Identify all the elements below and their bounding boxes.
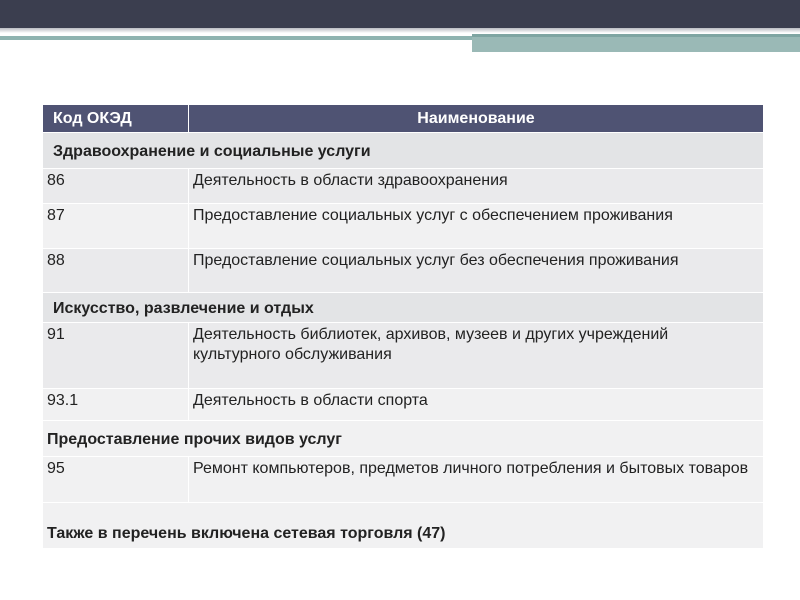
row-name: Деятельность в области спорта xyxy=(189,389,764,421)
section-row-healthcare xyxy=(43,133,764,169)
table-row xyxy=(43,169,764,204)
header-name: Наименование xyxy=(189,105,764,133)
footer-row xyxy=(43,503,764,549)
section-row-arts xyxy=(43,293,764,323)
section-title: Здравоохранение и социальные услуги xyxy=(43,133,764,169)
row-code: 95 xyxy=(43,457,189,503)
row-name: Ремонт компьютеров, предметов личного потребления и бытовых товаров xyxy=(189,457,764,503)
header-code: Код ОКЭД xyxy=(43,105,189,133)
footer-note: Также в перечень включена сетевая торговля (47) xyxy=(43,503,764,549)
table-header-row xyxy=(43,105,764,133)
accent-block xyxy=(472,34,800,52)
okved-table xyxy=(42,104,764,549)
accent-stripe xyxy=(0,36,472,40)
section-row-other-services xyxy=(43,421,764,457)
row-code: 87 xyxy=(43,204,189,249)
top-banner xyxy=(0,0,800,28)
table-row xyxy=(43,389,764,421)
row-code: 93.1 xyxy=(43,389,189,421)
row-name: Деятельность в области здравоохранения xyxy=(189,169,764,204)
row-code: 86 xyxy=(43,169,189,204)
row-name: Предоставление социальных услуг с обеспечением проживания xyxy=(189,204,764,249)
section-title: Искусство, развлечение и отдых xyxy=(43,293,764,323)
table-row xyxy=(43,457,764,503)
table-row xyxy=(43,249,764,293)
row-name: Предоставление социальных услуг без обеспечения проживания xyxy=(189,249,764,293)
row-code: 91 xyxy=(43,323,189,389)
table-row xyxy=(43,323,764,389)
section-title: Предоставление прочих видов услуг xyxy=(43,421,764,457)
row-name: Деятельность библиотек, архивов, музеев и других учреждений культурного обслуживания xyxy=(189,323,764,389)
row-code: 88 xyxy=(43,249,189,293)
table-row xyxy=(43,204,764,249)
